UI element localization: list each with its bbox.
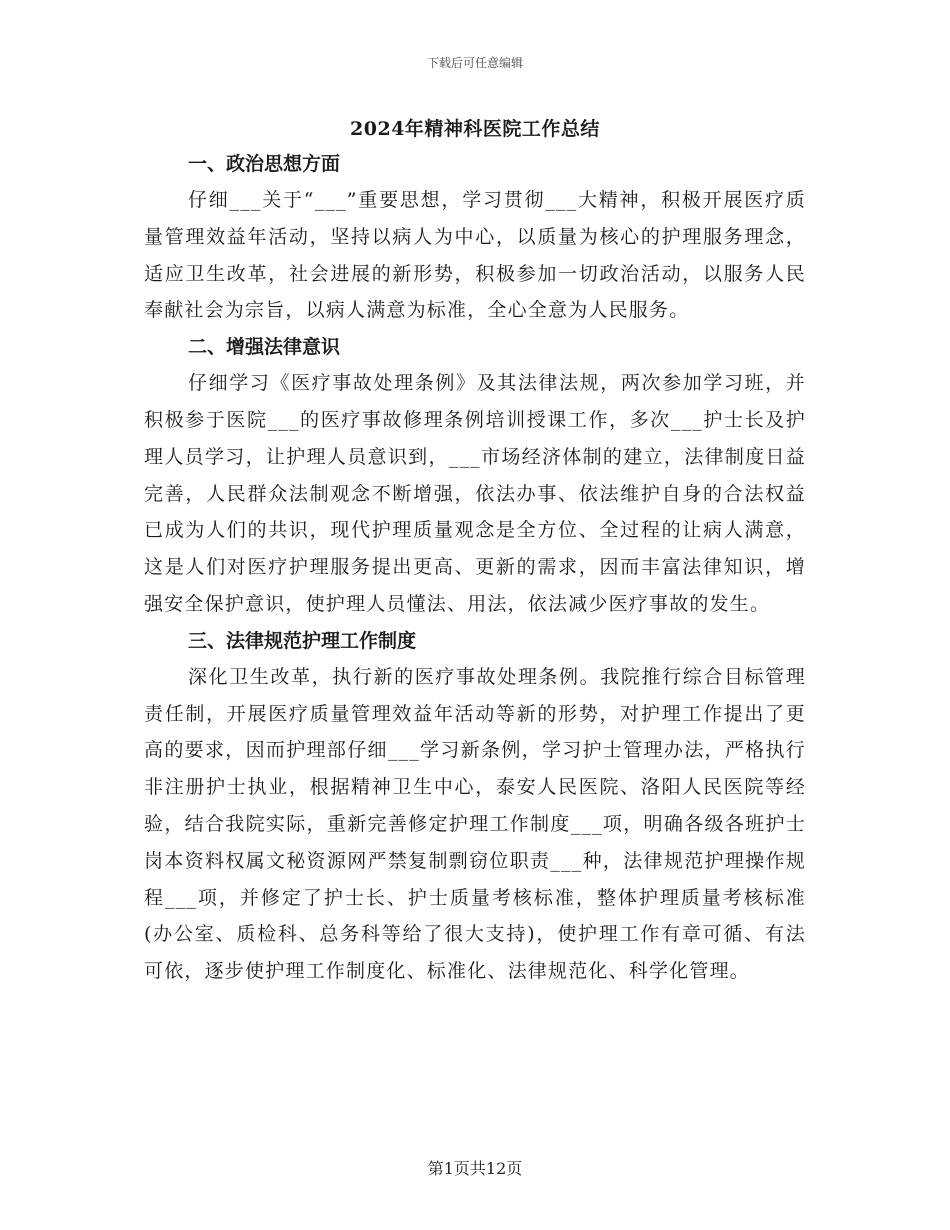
- section-heading-nursing-system: 三、法律规范护理工作制度: [188, 629, 417, 652]
- section-paragraph-law-awareness: 仔细学习《医疗事故处理条例》及其法律法规，两次参加学习班，并积极参于医院___的医疗事故修理条例培训授课工作，多次___护士长及护理人员学习，让护理人员意识到，___市场经济体制的建立，法律制度日益完善，人民群众法制观念不断增强，依法办事、依法维护自身的合法权益已成为人们的共识，现代护理质量观念是全方位、全过程的让病人满意，这是人们对医疗护理服务提出更高、更新的需求，因而丰富法律知识，增强安全保护意识，使护理人员懂法、用法，依法减少医疗事故的发生。: [144, 372, 806, 615]
- document-title: 2024年精神科医院工作总结: [350, 118, 600, 140]
- header-note: 下载后可任意编辑: [426, 56, 523, 70]
- section-heading-politics: 一、政治思想方面: [188, 153, 341, 175]
- section-paragraph-politics: 仔细___关于“___”重要思想，学习贯彻___大精神，积极开展医疗质量管理效益年活动，坚持以病人为中心，以质量为核心的护理服务理念，适应卫生改革，社会进展的新形势，积极参加一切政治活动，以服务人民奉献社会为宗旨，以病人满意为标准，全心全意为人民服务。: [144, 189, 806, 322]
- document-body: [144, 146, 806, 990]
- page-footer: 第1页共12页: [427, 1159, 523, 1178]
- section-paragraph-nursing-system: 深化卫生改革，执行新的医疗事故处理条例。我院推行综合目标管理责任制，开展医疗质量管理效益年活动等新的形势，对护理工作提出了更高的要求，因而护理部仔细___学习新条例，学习护士管理办法，严格执行非注册护士执业，根据精神卫生中心，泰安人民医院、洛阳人民医院等经验，结合我院实际，重新完善修定护理工作制度___项，明确各级各班护士岗本资料权属文秘资源网严禁复制剽窃位职责___种，法律规范护理操作规程___项，并修定了护士长、护士质量考核标准，整体护理质量考核标准(办公室、质检科、总务科等给了很大支持)，使护理工作有章可循、有法可依，逐步使护理工作制度化、标准化、法律规范化、科学化管理。: [144, 665, 806, 983]
- section-heading-law-awareness: 二、增强法律意识: [188, 336, 341, 359]
